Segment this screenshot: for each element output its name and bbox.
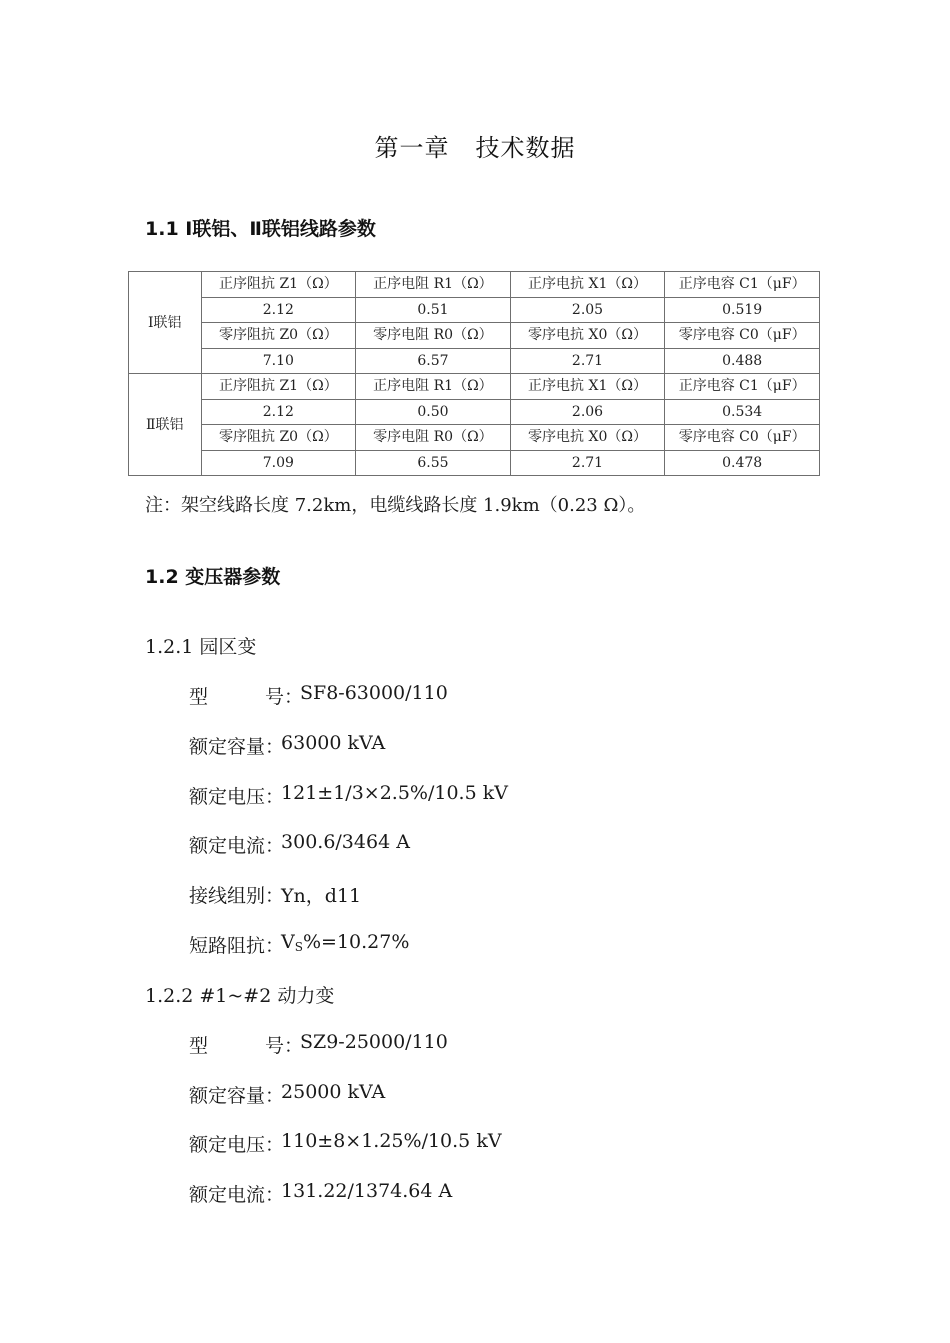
spec-value: 131.22/1374.64 A xyxy=(281,1180,453,1202)
table-cell-header: 正序电抗 X1（Ω） xyxy=(510,272,665,298)
table-row xyxy=(129,450,820,476)
table-cell-header: 正序阻抗 Z1（Ω） xyxy=(201,272,356,298)
table-row xyxy=(129,348,820,374)
spec-label: 额定容量 xyxy=(189,736,266,758)
subsection-heading-1-2-1: 1.2.1 园区变 xyxy=(145,636,257,658)
section-heading-1-2: 1.2 变压器参数 xyxy=(145,566,281,588)
table-cell-header: 正序阻抗 Z1（Ω） xyxy=(201,374,356,400)
spec-value: 25000 kVA xyxy=(281,1081,386,1103)
spec-label: 额定电流 xyxy=(189,835,266,857)
spec-current: 额定电流 ： 300.6/3464 A xyxy=(189,831,410,857)
section-heading-1-1: 1.1 Ⅰ联铝、Ⅱ联铝线路参数 xyxy=(145,218,376,240)
chapter-title xyxy=(0,128,950,163)
table-cell: 0.478 xyxy=(665,450,820,476)
table-cell-header: 零序电阻 R0（Ω） xyxy=(356,425,511,451)
spec-impedance: 短路阻抗 ： $V_S\%=10.27\%$ xyxy=(189,931,410,957)
chapter-name: 技术数据 xyxy=(475,134,576,162)
table-cell: 0.51 xyxy=(356,297,511,323)
table-cell-header: 零序电阻 R0（Ω） xyxy=(356,323,511,349)
subsection-heading-1-2-2: 1.2.2 #1~#2 动力变 xyxy=(145,985,335,1007)
table-cell-header: 零序电抗 X0（Ω） xyxy=(510,425,665,451)
table-row xyxy=(129,399,820,425)
table-cell-header: 正序电抗 X1（Ω） xyxy=(510,374,665,400)
spec-wiring: 接线组别 ： Yn，d11 xyxy=(189,881,361,908)
chapter-number: 第一章 xyxy=(374,134,450,162)
table-cell: 0.488 xyxy=(665,348,820,374)
spec-value: $V_S\%=10.27\%$ xyxy=(281,931,410,954)
spec-label: 型 号 xyxy=(189,1035,284,1057)
table-cell: 0.534 xyxy=(665,399,820,425)
group-label: Ⅱ联铝 xyxy=(129,374,202,476)
table-row xyxy=(129,425,820,451)
table-cell: 2.71 xyxy=(510,450,665,476)
spec-label: 额定电压 xyxy=(189,1134,266,1156)
table-cell: 2.12 xyxy=(201,399,356,425)
spec-label: 短路阻抗 xyxy=(189,935,266,957)
table-cell: 6.57 xyxy=(356,348,511,374)
table-cell-header: 正序电容 C1（μF） xyxy=(665,272,820,298)
table-cell: 6.55 xyxy=(356,450,511,476)
table-cell-header: 零序电容 C0（μF） xyxy=(665,323,820,349)
spec-value: 300.6/3464 A xyxy=(281,831,410,853)
spec-model: 型 号 ： SF8-63000/110 xyxy=(189,682,448,708)
spec-value: SF8-63000/110 xyxy=(300,682,448,704)
spec-current: 额定电流 ： 131.22/1374.64 A xyxy=(189,1180,453,1206)
spec-value: 63000 kVA xyxy=(281,732,386,754)
table-cell: 2.71 xyxy=(510,348,665,374)
spec-voltage: 额定电压 ： 121±1/3×2.5%/10.5 kV xyxy=(189,782,508,808)
table-cell-header: 零序阻抗 Z0（Ω） xyxy=(201,425,356,451)
spec-value: 110±8×1.25%/10.5 kV xyxy=(281,1130,502,1152)
spec-label: 额定容量 xyxy=(189,1085,266,1107)
table-cell-header: 正序电容 C1（μF） xyxy=(665,374,820,400)
line-parameters-table xyxy=(128,271,820,476)
spec-label: 额定电压 xyxy=(189,786,266,808)
spec-model: 型 号 ： SZ9-25000/110 xyxy=(189,1031,448,1057)
spec-voltage: 额定电压 ： 110±8×1.25%/10.5 kV xyxy=(189,1130,502,1156)
table-cell: 0.50 xyxy=(356,399,511,425)
spec-capacity: 额定容量 ： 63000 kVA xyxy=(189,732,386,758)
spec-label: 额定电流 xyxy=(189,1184,266,1206)
spec-value: Yn，d11 xyxy=(281,885,362,907)
spec-label: 接线组别 xyxy=(189,885,266,907)
table-cell: 0.519 xyxy=(665,297,820,323)
table-cell: 2.05 xyxy=(510,297,665,323)
table-cell: 2.06 xyxy=(510,399,665,425)
table-row xyxy=(129,272,820,298)
spec-capacity: 额定容量 ： 25000 kVA xyxy=(189,1081,386,1107)
table-cell-header: 零序电容 C0（μF） xyxy=(665,425,820,451)
table-note: 注：架空线路长度 7.2km，电缆线路长度 1.9km（0.23 Ω）。 xyxy=(145,495,646,516)
table-cell: 7.10 xyxy=(201,348,356,374)
spec-label: 型 号 xyxy=(189,686,284,708)
spec-value: 121±1/3×2.5%/10.5 kV xyxy=(281,782,508,804)
group-label: Ⅰ联铝 xyxy=(129,272,202,374)
table-cell-header: 零序电抗 X0（Ω） xyxy=(510,323,665,349)
table-row xyxy=(129,297,820,323)
table-row xyxy=(129,323,820,349)
table-cell-header: 零序阻抗 Z0（Ω） xyxy=(201,323,356,349)
table-cell: 7.09 xyxy=(201,450,356,476)
table-cell-header: 正序电阻 R1（Ω） xyxy=(356,272,511,298)
table-cell: 2.12 xyxy=(201,297,356,323)
spec-value: SZ9-25000/110 xyxy=(300,1031,448,1053)
table-row xyxy=(129,374,820,400)
table-cell-header: 正序电阻 R1（Ω） xyxy=(356,374,511,400)
